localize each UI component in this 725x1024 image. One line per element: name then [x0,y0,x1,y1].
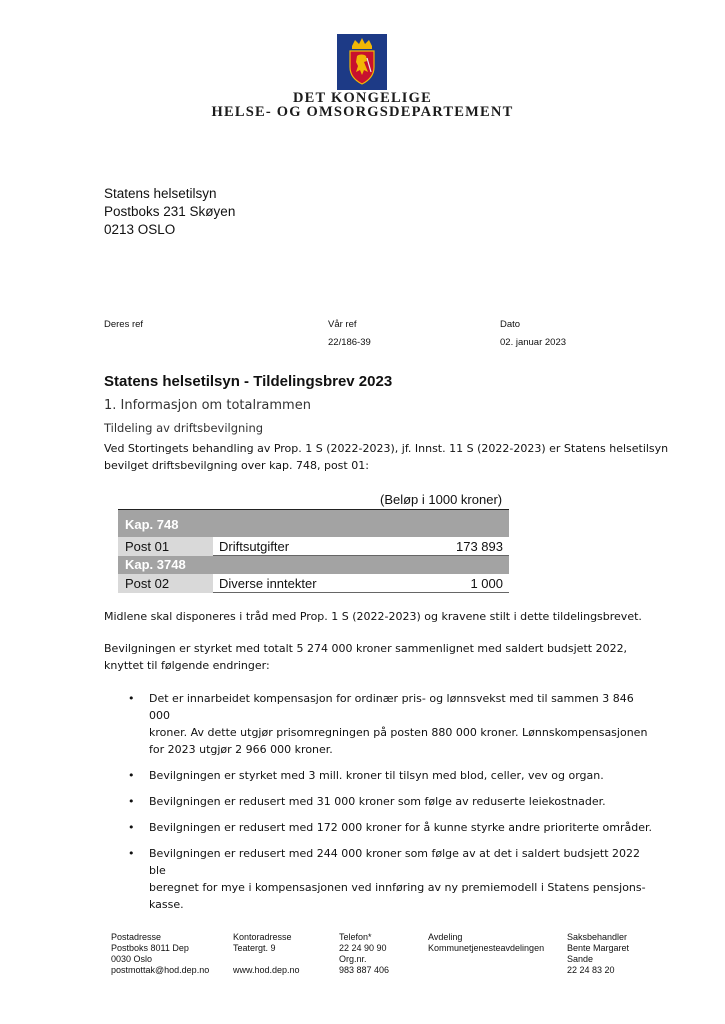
footer-value: Kommunetjenesteavdelingen [428,943,545,953]
footer-value: Bente Margaret [567,943,630,953]
intro-line2: bevilget driftsbevilgning over kap. 748, post 01: [104,459,369,472]
footer-value: Org.nr. [339,954,367,964]
footer-value: Postboks 8011 Dep [111,943,189,953]
bullet-icon: • [128,795,135,808]
list-item [128,793,653,810]
list-item-line: kroner. Av dette utgjør prisomregningen på posten 880 000 kroner. Lønnskompensasjonen [149,726,648,739]
list-item [128,819,653,836]
var-ref-value: 22/186-39 [328,337,371,348]
dato-value: 02. januar 2023 [500,337,567,348]
bullet-icon: • [128,821,135,834]
dato-label: Dato [500,319,521,330]
footer-value: 22 24 90 90 [339,943,387,953]
footer-label: Kontoradresse [233,932,292,942]
department-name-line1: DET KONGELIGE [292,90,433,106]
recipient-address [104,185,235,239]
change-list [128,690,653,922]
deres-ref-label: Deres ref [104,319,144,330]
table-row [118,574,509,593]
amount-unit-note: (Beløp i 1000 kroner) [380,492,503,507]
footer-label: Telefon* [339,932,372,942]
bullet-icon: • [128,769,135,782]
table-cell-post: Post 02 [118,574,213,593]
section-heading: 1. Informasjon om totalrammen [104,398,311,413]
table-cell-desc-amount [213,574,509,593]
footer-website: www.hod.dep.no [233,965,300,975]
list-item-line: beregnet for mye i kompensasjonen ved innføring av ny premiemodell i Statens pensjons- [149,881,646,894]
body-paragraph [104,640,664,674]
list-item [128,690,653,758]
body-line: Bevilgningen er styrket med totalt 5 274 000 kroner sammenlignet med saldert budsjett 2022, [104,642,628,655]
table-cell-desc-amount [213,537,509,556]
footer-value: Teatergt. 9 [233,943,276,953]
table-cell-post: Post 01 [118,537,213,556]
subsection-heading: Tildeling av driftsbevilgning [104,421,264,435]
list-item-line: Bevilgningen er styrket med 3 mill. kroner til tilsyn med blod, celler, vev og organ. [149,769,604,782]
coat-of-arms-icon [337,34,387,90]
recipient-street: Postboks 231 Skøyen [104,204,236,219]
table-kap-header: Kap. 3748 [118,556,509,574]
footer-caseworker [567,932,629,976]
footer-email: postmottak@hod.dep.no [111,965,210,975]
table-kap-header: Kap. 748 [118,510,509,537]
intro-line1: Ved Stortingets behandling av Prop. 1 S (2022-2023), jf. Innst. 11 S (2022-2023) er Statens helsetilsyn [104,442,669,455]
body-paragraph: Midlene skal disponeres i tråd med Prop. 1 S (2022-2023) og kravene stilt i dette tildelingsbrevet. [104,610,642,623]
footer-label: Avdeling [428,932,463,942]
table-cell-desc: Diverse inntekter [219,575,317,591]
footer-label: Saksbehandler [567,932,628,942]
footer-value: Sande [567,954,594,964]
list-item-line: kasse. [149,898,184,911]
table-cell-desc: Driftsutgifter [219,538,290,554]
list-item-line: Bevilgningen er redusert med 172 000 kroner for å kunne styrke andre prioriterte områder. [149,821,652,834]
list-item [128,767,653,784]
footer-label: Postadresse [111,932,162,942]
bullet-icon: • [128,692,135,705]
list-item-line: for 2023 utgjør 2 966 000 kroner. [149,743,333,756]
bullet-icon: • [128,847,135,860]
budget-table [118,510,509,593]
table-cell-amount: 1 000 [470,575,503,591]
department-name-line2: HELSE- OG OMSORGSDEPARTEMENT [211,104,514,120]
table-row [118,537,509,556]
list-item [128,845,653,913]
list-item-line: Bevilgningen er redusert med 244 000 kroner som følge av at det i saldert budsjett 2022 ble [149,847,641,877]
footer-postal [111,932,209,976]
footer-office [233,932,300,976]
recipient-name: Statens helsetilsyn [104,186,217,201]
footer-value: 983 887 406 [339,965,390,975]
document-title: Statens helsetilsyn - Tildelingsbrev 2023 [104,373,393,390]
intro-paragraph [104,440,669,474]
footer-phone [339,932,389,976]
footer-value: 0030 Oslo [111,954,153,964]
var-ref-label: Vår ref [328,319,357,330]
footer-department [428,932,544,954]
list-item-line: Det er innarbeidet kompensasjon for ordinær pris- og lønnsvekst med til sammen 3 846 000 [149,692,634,722]
footer-value: 22 24 83 20 [567,965,615,975]
body-line: knyttet til følgende endringer: [104,659,270,672]
table-cell-amount: 173 893 [456,538,503,554]
list-item-line: Bevilgningen er redusert med 31 000 kroner som følge av reduserte leiekostnader. [149,795,606,808]
recipient-postal: 0213 OSLO [104,222,176,237]
